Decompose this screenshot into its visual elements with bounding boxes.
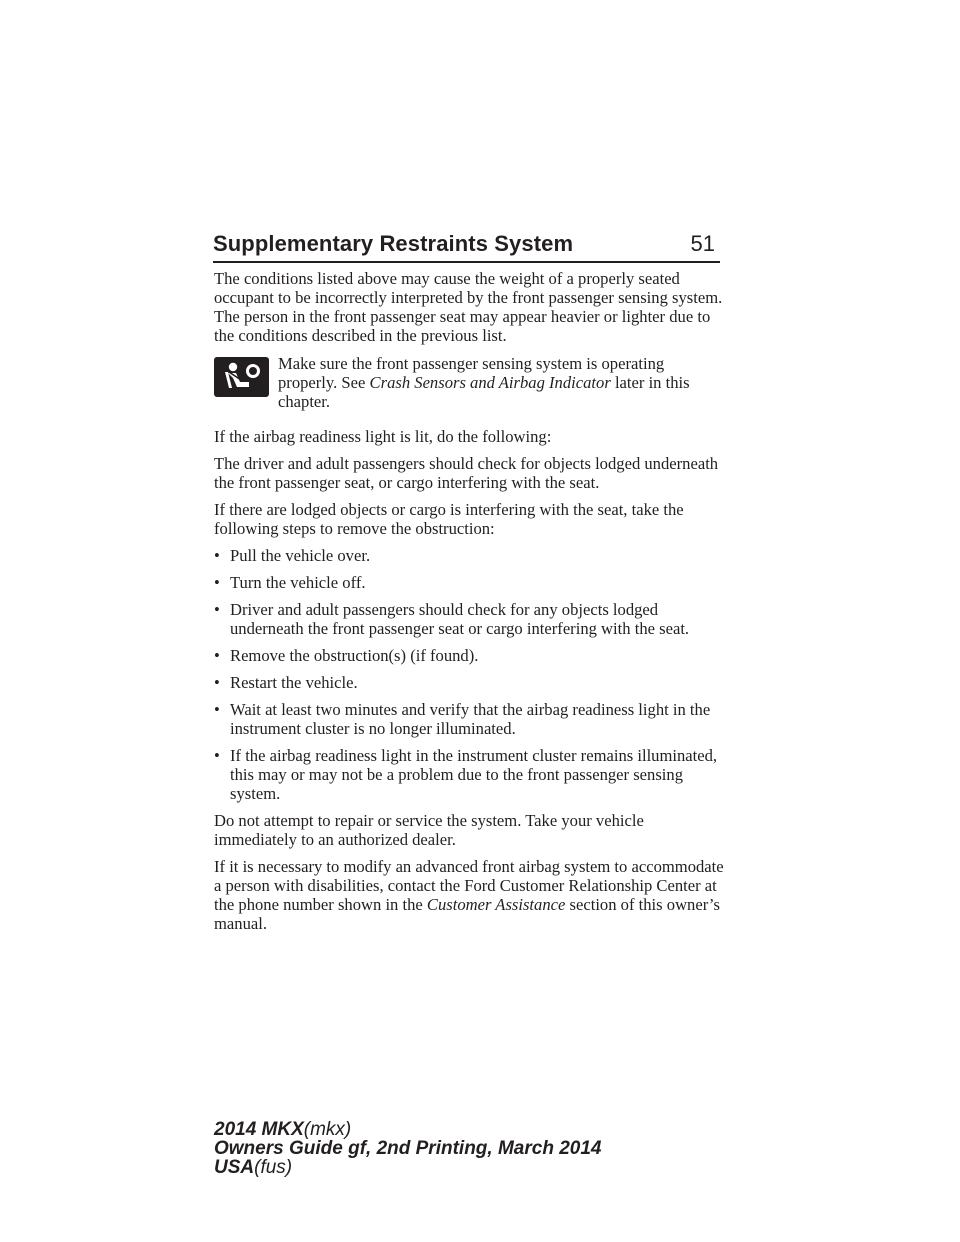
- list-item-text: Pull the vehicle over.: [230, 546, 371, 565]
- list-item-text: If the airbag readiness light in the instrument cluster remains illuminated, this may or may not be a problem due to the front passenger sensing system.: [230, 746, 718, 803]
- bullet-icon: •: [214, 673, 220, 692]
- bullet-icon: •: [214, 600, 220, 619]
- paragraph-do-not-repair: Do not attempt to repair or service the system. Take your vehicle immediately to an authorized dealer.: [214, 811, 644, 849]
- list-item: [214, 600, 724, 638]
- footer-model: 2014 MKX: [214, 1119, 304, 1140]
- modify-text-before: If it is necessary to modify an advanced front airbag system to accommodate a person with disabilities, contact the Ford Customer Relationship Center at the phone number shown in the: [214, 857, 724, 914]
- airbag-warning-icon-graphic: [219, 360, 265, 394]
- bullet-icon: •: [214, 646, 220, 665]
- list-item: [214, 746, 724, 803]
- list-item: [214, 700, 724, 738]
- list-item: [214, 673, 724, 692]
- note-text: [278, 354, 724, 411]
- section-title: Supplementary Restraints System: [213, 231, 574, 256]
- paragraph-steps-intro: If there are lodged objects or cargo is interfering with the seat, take the following steps to remove the obstruction:: [214, 500, 684, 538]
- list-item-text: Turn the vehicle off.: [230, 573, 366, 592]
- footer-region: USA: [214, 1157, 255, 1178]
- list-item-text: Restart the vehicle.: [230, 673, 358, 692]
- page-header: [213, 230, 720, 263]
- list-item: [214, 573, 724, 592]
- steps-list: [214, 546, 724, 803]
- note-text-after: later in this chapter.: [278, 373, 690, 411]
- page-number: 51: [690, 231, 715, 256]
- list-item: [214, 646, 724, 665]
- modify-text-after: section of this owner’s manual.: [214, 895, 720, 933]
- paragraph-check-objects: The driver and adult passengers should check for objects lodged underneath the front passenger seat, or cargo interfering with the seat.: [214, 454, 719, 492]
- cross-reference-customer-assistance: Customer Assistance: [426, 895, 566, 914]
- bullet-icon: •: [214, 700, 220, 719]
- list-item-text: Wait at least two minutes and verify that the airbag readiness light in the instrument cluster is no longer illuminated.: [230, 700, 711, 738]
- paragraph-modify-airbag: [214, 857, 724, 933]
- footer-model-line: [214, 1120, 601, 1139]
- paragraph-readiness-light: If the airbag readiness light is lit, do the following:: [214, 427, 552, 446]
- page-footer: [214, 1120, 601, 1177]
- list-item-text: Remove the obstruction(s) (if found).: [230, 646, 479, 665]
- bullet-icon: •: [214, 746, 220, 765]
- footer-region-line: [214, 1158, 601, 1177]
- intro-paragraph: The conditions listed above may cause the weight of a properly seated occupant to be incorrectly interpreted by the front passenger sensing system. The person in the front passenger seat may appear heavier or lighter due to the conditions described in the previous list.: [214, 269, 723, 345]
- list-item: [214, 546, 724, 565]
- footer-guide-line: Owners Guide gf, 2nd Printing, March 2014: [214, 1138, 602, 1159]
- bullet-icon: •: [214, 546, 220, 565]
- list-item-text: Driver and adult passengers should check for any objects lodged underneath the front passenger seat or cargo interfering with the seat.: [230, 600, 690, 638]
- cross-reference-crash-sensors: Crash Sensors and Airbag Indicator: [369, 373, 611, 392]
- note-text-before: Make sure the front passenger sensing system is operating properly. See: [278, 354, 665, 392]
- footer-model-code: (mkx): [303, 1119, 352, 1140]
- page-content: [214, 269, 724, 941]
- bullet-icon: •: [214, 573, 220, 592]
- footer-region-code: (fus): [254, 1157, 293, 1178]
- note-block: [214, 354, 724, 419]
- airbag-warning-icon: [214, 357, 269, 397]
